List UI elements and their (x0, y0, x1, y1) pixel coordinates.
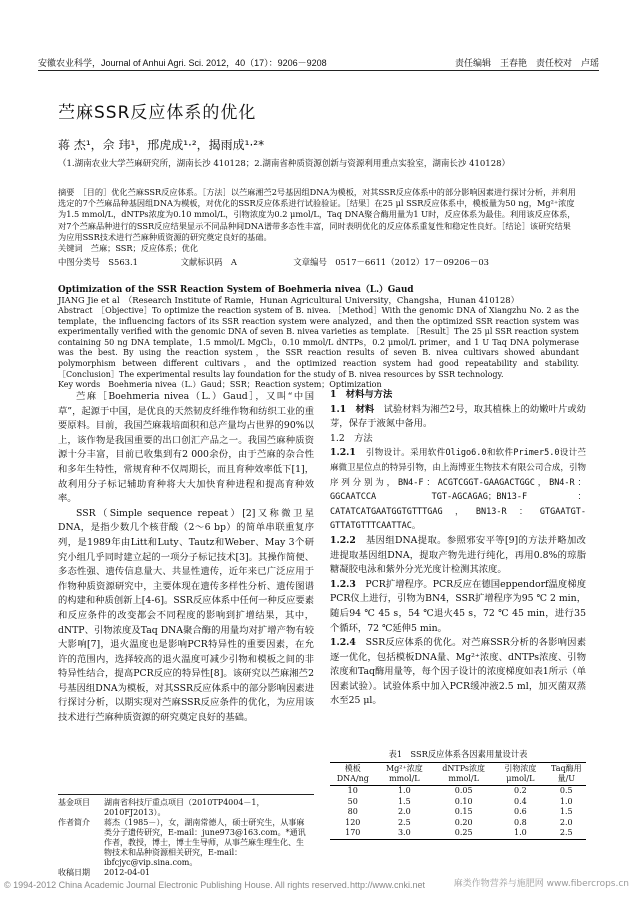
table-cell: 1.5 (559, 807, 573, 816)
table-header: dNTPs浓度 mmol/L (433, 763, 494, 786)
fund-label: 基金项目 (58, 798, 90, 807)
table-header: 模板DNA/ng (330, 763, 376, 786)
subsubsection-number: 1.2.4 (330, 637, 356, 649)
table-row (330, 807, 586, 818)
table-cell: 50 (347, 796, 358, 806)
editor-credits: 责任编辑 王春艳 责任校对 卢瑶 (454, 58, 599, 68)
footnote-block (58, 798, 314, 878)
table-cell: 0.05 (454, 786, 473, 795)
pcr-program-text: PCR扩增程序。PCR反应在德国eppendorf温度梯度PCR仪上进行，引物为BN4，SSR扩增程序为95 ℃ 2 min，随后94 ℃ 45 s，54 ℃退火45 s，72 ℃ 45 min，进行35个循环，72 ℃延伸5 min。 (330, 578, 586, 634)
paper-title: 苎麻SSR反应体系的优化 (58, 103, 257, 123)
document-code: 文献标识码 A (180, 257, 237, 267)
factor-design-table (330, 762, 586, 840)
keywords-cn: 关键词 苎麻；SSR；反应体系；优化 (58, 243, 199, 254)
intro-paragraph-2: SSR（Simple sequence repeat）[2]又称微卫星DNA，是指少数几个核苷酸（2～6 bp）的简单串联重复序列，是1989年由Litt和Luty、Tautz和Weber、May 3个研究小组几乎同时建立起的一项分子标记技术[3]。其操作简便、多态性强、遗传信息量大、共显性遗传，近年来已广泛应用于作物种质资源研究中，主要体现在遗传多样性分析、遗传图谱的构建和种质创新上[4-6]。SSR反应体系中任何一种反应要素和反应条件的改变都会不同程度的影响到扩增结果，其中，dNTP、引物浓度及Taq DNA聚合酶的用量均对扩增产物有较大影响[7]，退火温度也是影响PCR特异性的重要因素，在允许的范围内，选择较高的退火温度可减少引物和模板之间的非特异性结合，提高PCR反应的特异性[8]。该研究以苎麻湘苎2号基因组DNA为模板，对其SSR反应体系中的部分影响因素进行探讨分析，以期实现对苎麻SSR反应条件的优化，为应用该技术进行苎麻种质资源的研究奠定良好的基础。 (58, 507, 314, 724)
author-list: 蒋 杰¹，佘 玮¹，邢虎成¹·²，揭雨成¹·²* (58, 138, 265, 152)
affiliation: （1.湖南农业大学苎麻研究所，湖南长沙 410128；2.湖南省种质资源创新与资源利用重点实验室，湖南长沙 410128） (58, 159, 511, 169)
left-column (58, 390, 314, 726)
table-cell: 170 (330, 828, 376, 839)
table-cell: 3.0 (376, 828, 434, 839)
optimization-text: SSR反应体系的优化。对苎麻SSR分析的各影响因素逐一优化，包括模板DNA量、Mg²⁺浓度、dNTPs浓度、引物浓度和Taq酶用量等，每个因子设计的浓度梯度如表1所示（单因素试验）。试验体系中加入PCR缓冲液2.5 ml，加灭菌双蒸水至25 μl。 (330, 637, 586, 707)
english-title: Optimization of the SSR Reaction System of Boehmeria nivea（L.）Gaud (58, 285, 414, 295)
table-header: Taq酶用量/U (547, 763, 586, 786)
table-cell: 0.2 (514, 786, 527, 795)
table-cell: 2.5 (547, 828, 586, 839)
table-cell: 10 (347, 786, 358, 795)
abstract-cn-text: 摘要 ［目的］优化苎麻SSR反应体系。［方法］以苎麻湘苎2号基因组DNA为模板，对其SSR反应体系中的部分影响因素进行探讨分析，并利用选定的7个苎麻品种基因组DNA为模板，对优化的SSR反应体系进行试验验证。［结果］在25 μl SSR反应体系中，模板量为50 ng，Mg²⁺浓度为1.5 mmol/L，dNTPs浓度为0.10 mmol/L，引物浓度为0.2 μmol/L，Taq DNA聚合酶用量为1 U时，反应体系为最佳。利用该反应体系，对7个苎麻品种进行的SSR反应结果显示不同品种间DNA谱带多态性丰富，同时表明优化的反应体系重复性和稳定性良好。［结论］该研究结果为应用SSR技术进行苎麻种质资源的研究奠定良好的基础。 (58, 187, 576, 242)
header-rule (38, 70, 599, 71)
classification-line (58, 256, 579, 268)
author-bio-text: 蒋杰（1985－），女，湖南常德人，硕士研究生，从事麻类分子遗传研究，E-mail：june973@163.com。*通讯作者，教授，博士，博士生导师，从事苎麻生理生化、生物技术和品种资源相关研究，E-mail：ibfcjyc@vip.sina.com。 (104, 818, 306, 867)
abstract-cn (58, 187, 579, 254)
table-cell: 2.0 (397, 807, 411, 816)
subsubsection-number: 1.2.3 (330, 578, 356, 590)
clc-number: 中图分类号 S563.1 (58, 257, 138, 267)
table-cell: 0.5 (559, 786, 573, 795)
table-cell: 0.10 (454, 796, 473, 806)
table-cell: 1.0 (559, 796, 573, 806)
right-column (330, 388, 586, 709)
table-cell: 0.20 (454, 817, 473, 827)
received-label: 收稿日期 (58, 868, 90, 877)
table-row (330, 797, 586, 808)
article-number: 文章编号 0517－6611（2012）17－09206－03 (293, 257, 489, 267)
journal-citation: 安徽农业科学，Journal of Anhui Agri. Sci. 2012，40（17）：9206－9208 (38, 58, 327, 68)
english-abstract (58, 306, 579, 391)
table-cell: 2.5 (397, 817, 411, 827)
table-cell: 1.0 (494, 828, 546, 839)
table-cell: 1.0 (397, 786, 411, 795)
site-watermark: 麻类作物营养与施肥网 www.fibercrops.cn (453, 879, 629, 889)
dna-extraction-text: 基因组DNA提取。参照邪安平等[9]的方法并略加改进提取基因组DNA，提取产物先进行纯化，再用0.8%的琼脂糖凝胶电泳和紫外分光光度计检测其浓度。 (330, 534, 586, 576)
english-keywords: Key words Boehmeria nivea（L.）Gaud；SSR；Reaction system；Optimization (58, 380, 382, 390)
fund-text: 湖南省科技厅重点项目（2010TP4004－1，2010FJ2013）。 (104, 798, 265, 817)
english-abstract-text: Abstract ［Objective］To optimize the reaction system of B. nivea. ［Method］With the genomic DNA of Xiangzhu No. 2 as the template，the influencing factors of its SSR reaction system were analyzed，and then the optimized SSR reaction system was experimentally verified with the genomic DNA of seven B. nivea varieties as template. ［Result］The 25 μl SSR reaction system containing 50 ng DNA template，1.5 mmol/L MgCl₂，0.10 mmol/L dNTPs，0.2 μmol/L primer，and 1 U Taq DNA polymerase was the best. By using the reaction system，the SSR reaction results of seven B. nivea cultivars showed abundant polymorphism between different cultivars，and the optimized reaction system had good repeatability and stability. ［Conclusion］The experimental results lay foundation for the study of B. nivea resources by SSR technology. (58, 306, 579, 379)
table-header: Mg²⁺浓度 mmol/L (376, 763, 434, 786)
table-cell: 0.4 (514, 796, 527, 806)
received-date: 2012-04-01 (104, 868, 151, 877)
subsubsection-number: 1.2.2 (330, 534, 356, 546)
materials-text: 试验材料为湘苎2号，取其植株上的幼嫩叶片或幼芽，保存于液氮中备用。 (330, 403, 586, 430)
footnote-rule (58, 794, 314, 795)
subsubsection-number: 1.2.1 (330, 447, 356, 459)
table-cell: 120 (345, 817, 361, 827)
table-cell: 2.0 (559, 817, 573, 827)
table-cell: 0.15 (454, 807, 473, 816)
table-cell: 1.5 (397, 796, 411, 806)
table-row (330, 828, 586, 839)
primer-design-text: 引物设计。采用软件Oligo6.0和软件Primer5.0设计苎麻微卫星位点的特异引物，由上海博亚生物技术有限公司合成，引物序列分别为，BN4-F：ACGTCGGT-GAAGACTGGC，BN4-R：GGCAATCCA TGT-AGCAGAG；BN13-F：CATATCATGAATGGTGTTTGAG，BN13-R：GTGAATGT-GTTATGTTTCAATTAC。 (330, 448, 586, 532)
table-cell: 0.8 (514, 817, 527, 827)
table-caption: 表1 SSR反应体系各因素用量设计表 (388, 749, 528, 759)
table-row (330, 786, 586, 797)
table-cell: 80 (347, 807, 358, 816)
author-bio-label: 作者简介 (58, 818, 90, 827)
cnki-link[interactable]: http://www.cnki.net (350, 880, 426, 890)
subsection-heading: 1.1 材料 (330, 403, 375, 415)
table-row (330, 818, 586, 829)
table-cell: 0.25 (433, 828, 494, 839)
journal-header (38, 56, 599, 69)
subsection-heading: 1.2 方法 (330, 432, 373, 444)
table-cell: 0.6 (514, 807, 527, 816)
english-authors: JIANG Jie et al （Research Institute of Ramie，Hunan Agricultural University，Changsha，Hunan 410128） (58, 295, 520, 305)
copyright-text: © 1994-2012 China Academic Journal Electronic Publishing House. All rights reserved. (4, 880, 350, 890)
section-heading: 1 材料与方法 (330, 389, 393, 400)
table-header: 引物浓度 μmol/L (494, 763, 546, 786)
intro-paragraph-1: 苎麻［Boehmeria nivea（L.）Gaud］，又叫“中国草”，起源于中国，是优良的天然韧皮纤维作物和纺织工业的重要原料。目前，我国苎麻栽培面积和总产量均占世界的90%以上，该作物是我国重要的出口创汇产品之一。我国苎麻种质资源十分丰富，目前已收集到有2 000余份，由于苎麻的杂合性和多年生特性，常规育种不仅周期长，而且育种效率低下[1]，故利用分子标记辅助育种将大大加快育种进程和提高育种效率。 (58, 391, 314, 505)
